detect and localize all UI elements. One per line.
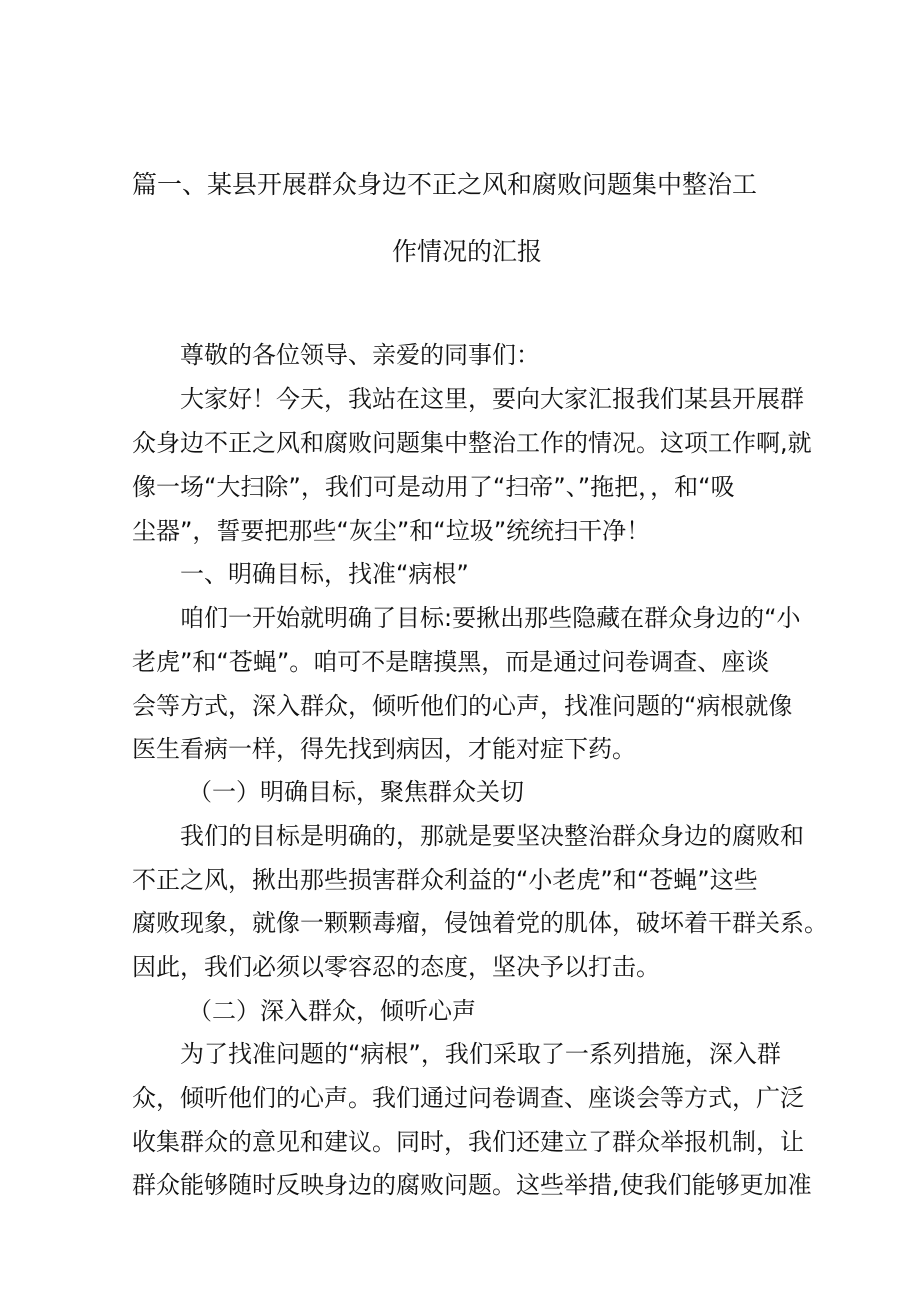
paragraph-line: 腐败现象，就像一颗颗毒瘤，侵蚀着党的肌体，破坏着干群关系。: [132, 909, 828, 937]
paragraph-line: 我们的目标是明确的，那就是要坚决整治群众身边的腐败和: [180, 822, 804, 850]
doc-title-line-1: 篇一、某县开展群众身边不正之风和腐败问题集中整治工: [132, 170, 758, 199]
paragraph-line: 为了找准问题的“病根”，我们采取了一系列措施，深入群: [180, 1040, 781, 1068]
paragraph-line: 像一场“大扫除”，我们可是动用了“扫帝”、”拖把，，和“吸: [132, 473, 735, 501]
salutation: 尊敬的各位领导、亲爱的同事们：: [180, 341, 540, 369]
paragraph-line: 大家好！今天，我站在这里，要向大家汇报我们某县开展群: [180, 385, 804, 413]
paragraph-line: 众，倾听他们的心声。我们通过问卷调查、座谈会等方式，广泛: [132, 1084, 804, 1112]
paragraph-line: 尘器”，誓要把那些“灰尘”和“垃圾”统统扫干净！: [132, 517, 651, 545]
paragraph-line: 收集群众的意见和建议。同时，我们还建立了群众举报机制，让: [132, 1128, 804, 1156]
paragraph-line: 咱们一开始就明确了目标:要揪出那些隐藏在群众身边的“小: [180, 604, 801, 632]
paragraph-line: 众身边不正之风和腐败问题集中整治工作的情况。这项工作啊,就: [132, 429, 812, 457]
paragraph-line: 不正之风，揪出那些损害群众利益的“小老虎”和“苍蝇”这些: [132, 866, 758, 894]
paragraph-line: 会等方式，深入群众，倾听他们的心声，找准问题的“病根就像: [132, 692, 793, 720]
subsection-heading: （二）深入群众，倾听心声: [188, 997, 476, 1025]
doc-title-line-2: 作情况的汇报: [392, 237, 543, 266]
section-heading: 一、明确目标，找准“病根”: [180, 560, 469, 588]
paragraph-line: 老虎”和“苍蝇”。咱可不是瞎摸黑，而是通过问卷调查、座谈: [132, 648, 770, 676]
paragraph-line: 群众能够随时反映身边的腐败问题。这些举措,使我们能够更加准: [132, 1171, 812, 1199]
paragraph-line: 因此，我们必须以零容忍的态度，坚决予以打击。: [132, 953, 660, 981]
paragraph-line: 医生看病一样，得先找到病因，才能对症下药。: [132, 735, 636, 763]
subsection-heading: （一）明确目标，聚焦群众关切: [188, 778, 524, 806]
